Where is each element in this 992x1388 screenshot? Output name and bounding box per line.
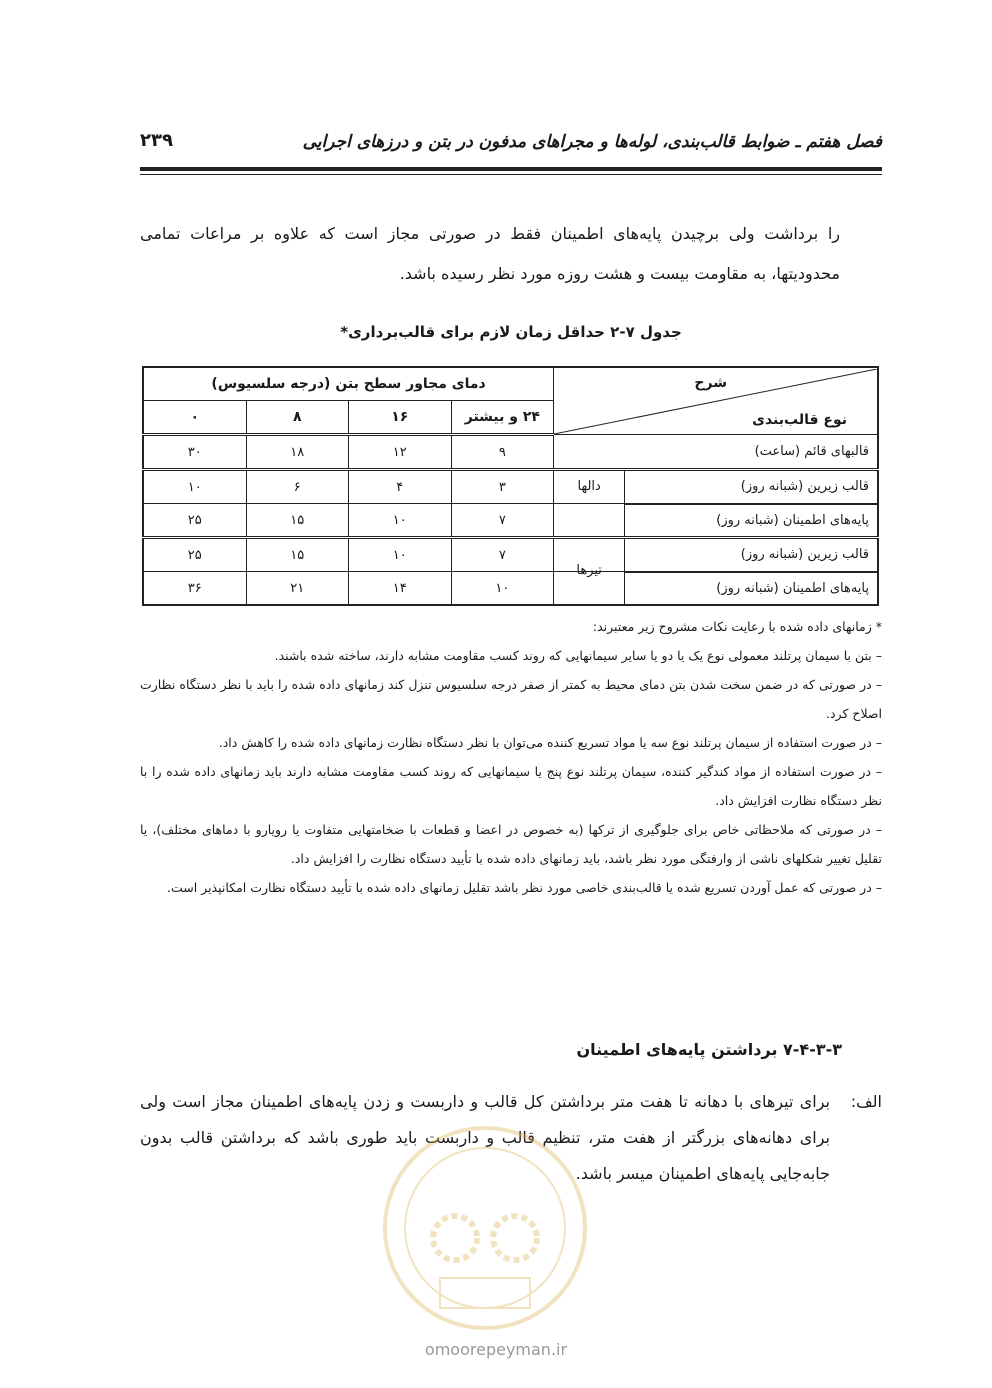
section-heading: ۷-۴-۳-۳ برداشتن پایه‌های اطمینان	[576, 1040, 842, 1059]
row-label: پایه‌های اطمینان (شبانه روز)	[625, 572, 877, 604]
row-label: قالب زیرین (شبانه روز)	[740, 547, 869, 562]
temperature-header: دمای مجاور سطح بتن (درجه سلسیوس)	[143, 367, 554, 401]
group-cell	[554, 504, 878, 538]
table-cell: ۴	[349, 470, 452, 504]
row-label: قالب زیرین (شبانه روز)	[740, 479, 869, 494]
table-cell: ۳	[451, 470, 554, 504]
row-label: پایه‌های اطمینان (شبانه روز)	[625, 504, 877, 536]
table-cell: ۳۶	[143, 572, 246, 606]
table-caption: جدول ۷-۲ حداقل زمان لازم برای قالب‌برداری*	[340, 323, 682, 341]
group-cell	[554, 470, 878, 504]
table-cell: ۲۵	[143, 538, 246, 572]
header-rule-thick	[140, 167, 882, 171]
table-row	[143, 470, 878, 504]
temp-col-header: ۰	[143, 401, 246, 435]
temp-col-header: ۱۶	[349, 401, 452, 435]
group-label: تیرها	[576, 563, 602, 578]
page-number: ۲۳۹	[140, 130, 173, 151]
table-cell: ۱۲	[349, 435, 452, 470]
notes-intro: * زمانهای داده شده با رعایت نکات مشروح زیر معتبرند:	[592, 619, 882, 634]
intro-paragraph: را برداشت ولی برچیدن پایه‌های اطمینان فقط در صورتی مجاز است که علاوه بر مراعات تمامی محدودیتها، به مقاومت بیست و هشت روزه مورد نظر رسیده باشد.	[140, 224, 840, 283]
note-item: – در صورتی که در ضمن سخت شدن بتن دمای محیط به کمتر از صفر درجه سلسیوس تنزل کند زمانهای داده شده را باید با نظر دستگاه نظارت اصلاح کرد.	[140, 677, 882, 721]
note-item: – در صورت استفاده از سیمان پرتلند نوع سه یا مواد تسریع کننده می‌توان با نظر دستگاه نظارت زمانهای داده شده را کاهش داد.	[218, 735, 882, 750]
note-item: – بتن با سیمان پرتلند معمولی نوع یک یا دو یا سایر سیمانهایی که روند کسب مقاومت مشابه دارند، ساخته شده باشند.	[274, 648, 882, 663]
note-item: – در صورتی که عمل آوردن تسریع شده یا قالب‌بندی خاصی مورد نظر باشد تقلیل زمانهای داده شده با تأیید دستگاه نظارت امکانپذیر است.	[167, 880, 882, 895]
note-item: – در صورت استفاده از مواد کندگیر کننده، سیمان پرتلند نوع پنج یا سیمانهایی که روند کسب مقاومت مشابه دارند باید زمانهای داده شده را با نظر دستگاه نظارت افزایش داد.	[140, 764, 882, 808]
chapter-title: فصل هفتم ـ ضوابط قالب‌بندی، لوله‌ها و مجراهای مدفون در بتن و درزهای اجرایی	[302, 132, 882, 152]
row-label: قالبهای قائم (ساعت)	[554, 435, 878, 470]
group-cell	[554, 538, 878, 578]
table-row	[143, 504, 878, 538]
group-label: دالها	[554, 471, 625, 503]
table-cell: ۷	[451, 504, 554, 538]
table-row	[143, 572, 878, 606]
item-text: برای تیرهای با دهانه تا هفت متر برداشتن کل قالب و داربست و زدن پایه‌های اطمینان مجاز است ولی برای دهانه‌های بزرگتر از هفت متر، تنظیم قالب و داربست باید طوری باشد که برداشتن قالب بدون جابه‌جایی پایه‌های اطمینان میسر باشد.	[140, 1092, 830, 1183]
diagonal-header-cell	[554, 367, 878, 435]
table-cell: ۷	[451, 538, 554, 572]
table-cell: ۱۴	[349, 572, 452, 606]
watermark-site-text: omoorepeyman.ir	[424, 1340, 568, 1359]
type-header: نوع قالب‌بندی	[752, 411, 847, 428]
table-cell: ۱۰	[451, 572, 554, 606]
table-cell: ۲۵	[143, 504, 246, 538]
table-cell: ۳۰	[143, 435, 246, 470]
table-cell: ۶	[246, 470, 348, 504]
formwork-table	[142, 366, 879, 606]
table-cell: ۱۰	[349, 504, 452, 538]
temp-col-header: ۲۴ و بیشتر	[451, 401, 554, 435]
note-item: – در صورتی که ملاحظاتی خاص برای جلوگیری از ترکها (به خصوص در اعضا و قطعات با ضخامتهایی متفاوت یا رویارو با دماهای مختلف)، یا تقلیل تغییر شکلهای ناشی از وارفتگی مورد نظر باشد، باید زمانهای داده شده با تأیید دستگاه نظارت را افزایش داد.	[140, 822, 882, 866]
watermark-seal-icon	[370, 1118, 600, 1348]
running-header	[140, 126, 882, 162]
table-cell: ۱۵	[246, 504, 348, 538]
table-cell: ۹	[451, 435, 554, 470]
table-notes	[140, 612, 882, 902]
desc-header: شرح	[694, 374, 727, 391]
table-cell: ۱۰	[349, 538, 452, 572]
table-cell: ۱۵	[246, 538, 348, 572]
temp-col-header: ۸	[246, 401, 348, 435]
table-cell: ۲۱	[246, 572, 348, 606]
table-row	[143, 435, 878, 470]
table-cell: ۱۸	[246, 435, 348, 470]
header-rule-thin	[140, 174, 882, 175]
item-label: الف:	[850, 1092, 882, 1111]
table-row	[143, 538, 878, 572]
table-cell: ۱۰	[143, 470, 246, 504]
